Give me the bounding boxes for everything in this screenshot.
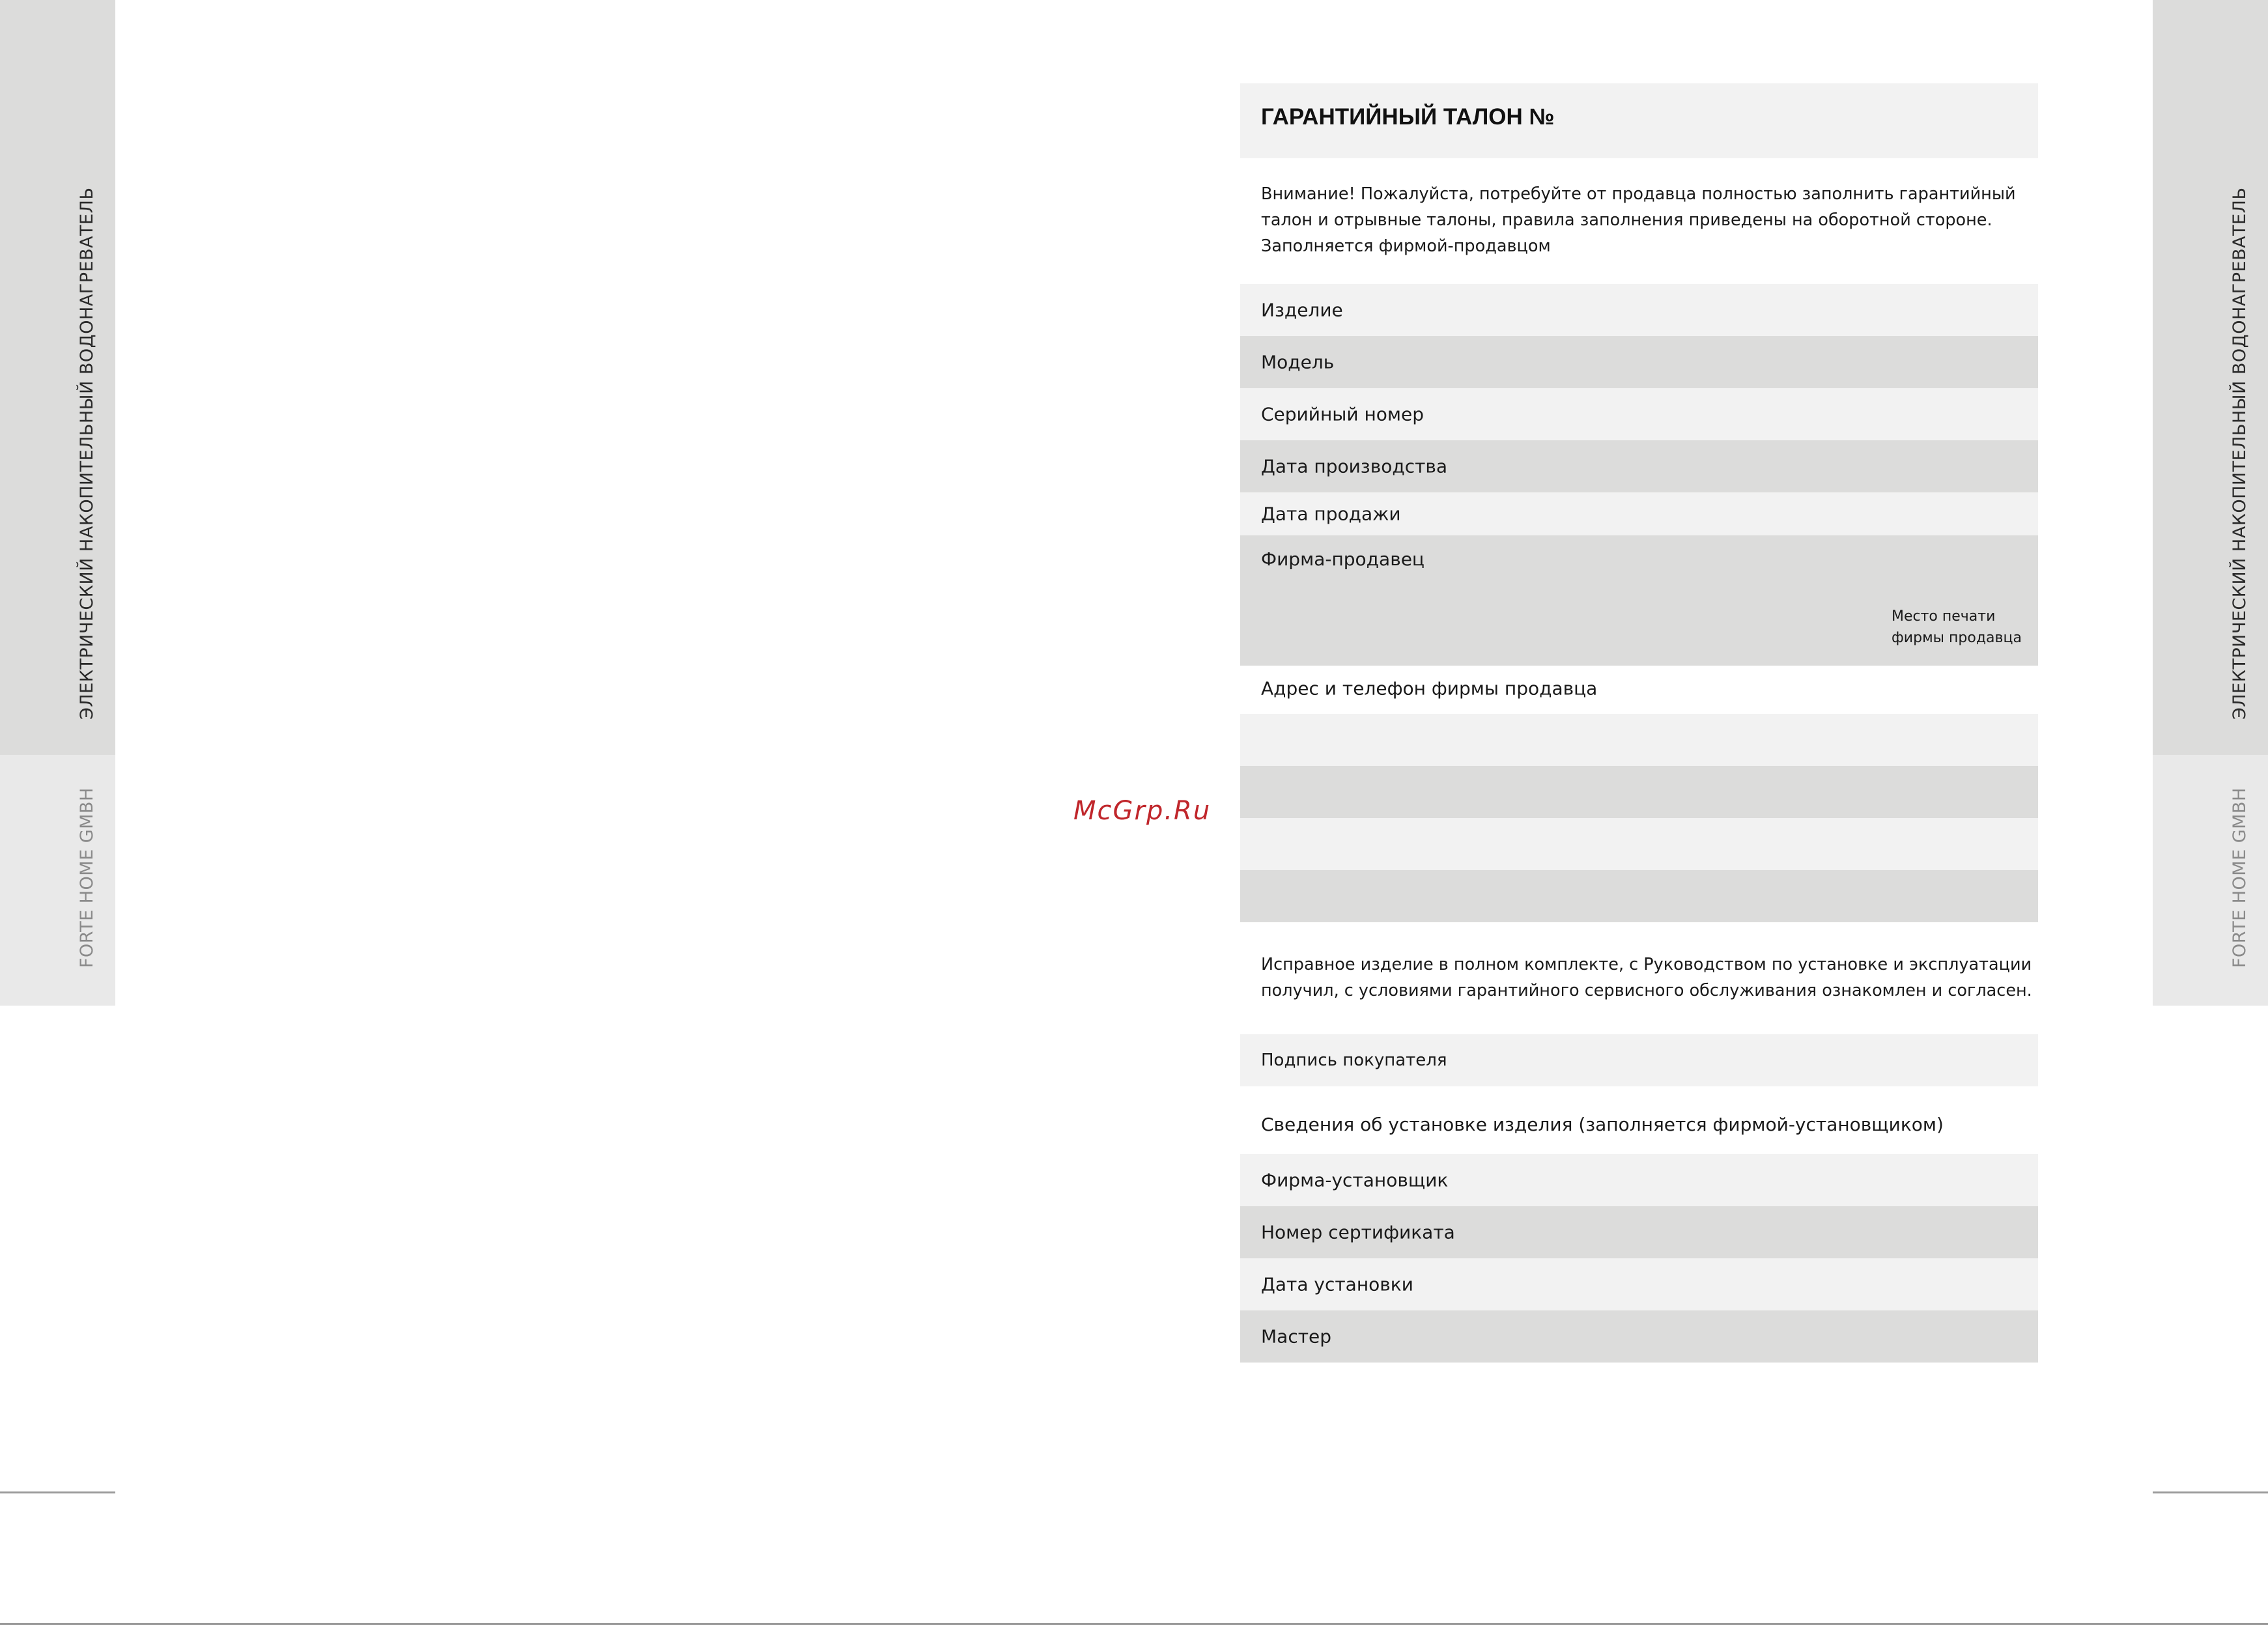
field-row-buyer-signature[interactable] [1240, 1034, 2038, 1086]
field-row-sale-date[interactable] [1240, 492, 2038, 535]
left-edge-line [0, 1491, 115, 1493]
field-label-seller-address: Адрес и телефон фирмы продавца [1261, 677, 1598, 699]
address-line-3[interactable] [1240, 818, 2038, 870]
field-row-master[interactable] [1240, 1310, 2038, 1363]
field-row-seller-address [1240, 666, 2038, 711]
field-row-certificate[interactable] [1240, 1206, 2038, 1258]
confirmation-line: получил, с условиями гарантийного сервисного обслуживания ознакомлен и согласен. [1261, 981, 2032, 1000]
field-label-certificate: Номер сертификата [1261, 1221, 1455, 1243]
field-label-buyer-signature: Подпись покупателя [1261, 1051, 1447, 1070]
field-row-installer-firm[interactable] [1240, 1154, 2038, 1206]
side-brand-name: FORTE HOME GMBH [2230, 787, 2250, 968]
address-line-2[interactable] [1240, 766, 2038, 818]
side-title-block [0, 0, 115, 755]
form-header [1240, 83, 2038, 158]
field-row-model[interactable] [1240, 336, 2038, 388]
address-line-1[interactable] [1240, 714, 2038, 766]
right-edge-line [2153, 1491, 2268, 1493]
notice-line: талон и отрывные талоны, правила заполнения приведены на оборотной стороне. [1261, 210, 1992, 230]
installation-heading: Сведения об установке изделия (заполняется фирмой-установщиком) [1261, 1114, 1944, 1135]
field-label-seller-firm: Фирма-продавец [1261, 548, 1425, 570]
field-label-serial: Серийный номер [1261, 403, 1425, 425]
confirmation-line: Исправное изделие в полном комплекте, с Руководством по установке и эксплуатации [1261, 955, 2032, 974]
stamp-placeholder-note: Место печати фирмы продавца [1892, 608, 2022, 646]
form-title: ГАРАНТИЙНЫЙ ТАЛОН № [1261, 104, 1555, 130]
side-brand-block [2153, 755, 2268, 1006]
field-row-serial[interactable] [1240, 388, 2038, 440]
field-row-production-date[interactable] [1240, 440, 2038, 492]
field-label-installer-firm: Фирма-установщик [1261, 1169, 1449, 1191]
field-row-seller-firm[interactable] [1240, 535, 2038, 666]
field-label-master: Мастер [1261, 1325, 1332, 1348]
form-notice [1261, 181, 2023, 259]
address-line-4[interactable] [1240, 870, 2038, 922]
buyer-confirmation-text [1261, 952, 2030, 1004]
field-label-sale-date: Дата продажи [1261, 503, 1401, 525]
field-label-install-date: Дата установки [1261, 1273, 1413, 1295]
watermark-text: McGrp.Ru [1073, 796, 1212, 826]
field-row-product[interactable] [1240, 284, 2038, 336]
field-row-install-date[interactable] [1240, 1258, 2038, 1310]
field-label-product: Изделие [1261, 299, 1343, 321]
side-title-block [2153, 0, 2268, 755]
side-product-title: ЭЛЕКТРИЧЕСКИЙ НАКОПИТЕЛЬНЫЙ ВОДОНАГРЕВАТЕЛЬ [77, 187, 97, 720]
field-label-model: Модель [1261, 351, 1335, 373]
field-label-production-date: Дата производства [1261, 455, 1448, 477]
notice-line: Заполняется фирмой-продавцом [1261, 236, 1551, 256]
notice-line: Внимание! Пожалуйста, потребуйте от продавца полностью заполнить гарантийный [1261, 184, 2016, 204]
side-product-title: ЭЛЕКТРИЧЕСКИЙ НАКОПИТЕЛЬНЫЙ ВОДОНАГРЕВАТЕЛЬ [2230, 187, 2250, 720]
side-brand-block [0, 755, 115, 1006]
side-brand-name: FORTE HOME GMBH [77, 787, 97, 968]
